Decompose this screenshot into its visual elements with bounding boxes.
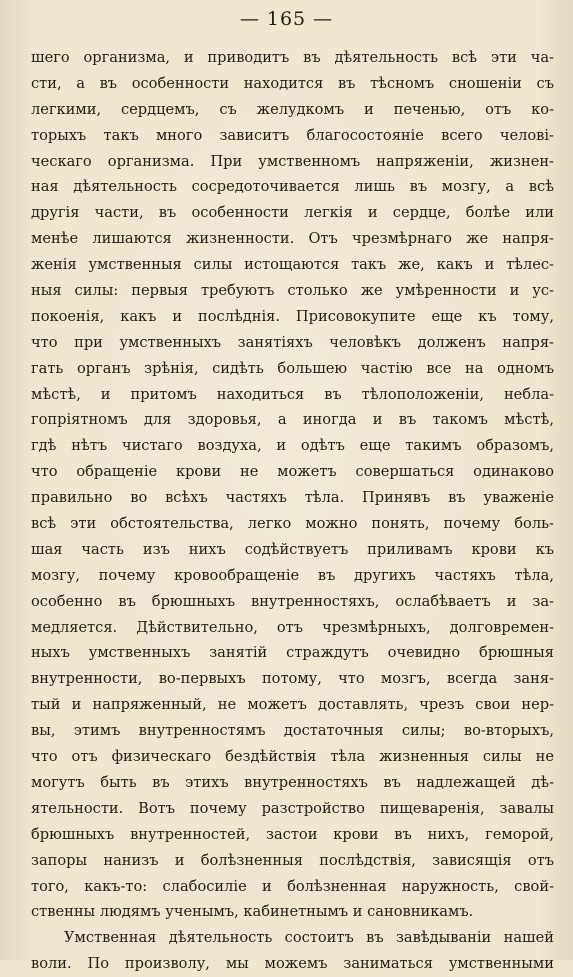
text-line: ныя силы: первыя требуютъ столько же умѣренности и ус- (31, 282, 554, 300)
text-line: что обращеніе крови не можетъ совершаться одинаково (31, 463, 554, 481)
text-line: тый и напряженный, не можетъ доставлять, чрезъ свои нер- (31, 696, 554, 714)
text-line: менѣе лишаются жизненности. Отъ чрезмѣрнаго же напря- (31, 230, 554, 248)
text-line: торыхъ такъ много зависитъ благосостояніе всего челові- (31, 126, 554, 144)
text-line: мѣстѣ, и притомъ находиться въ тѣлоположеніи, небла- (31, 385, 554, 403)
text-line: медляется. Дѣйствительно, отъ чрезмѣрныхъ, долговремен- (31, 618, 554, 636)
text-line: ныхъ умственныхъ занятій страждутъ очевидно брюшныя (31, 644, 554, 662)
text-line: правильно во всѣхъ частяхъ тѣла. Принявъ въ уваженіе (31, 489, 554, 507)
text-line: ятельности. Вотъ почему разстройство пищеваренія, завалы (31, 799, 554, 817)
body-text (31, 45, 554, 977)
text-line: того, какъ-то: слабосиліе и болѣзненная наружность, свой- (31, 877, 554, 895)
text-line: внутренности, во-первыхъ потому, что мозгъ, всегда заня- (31, 670, 554, 688)
text-line: что при умственныхъ занятіяхъ человѣкъ долженъ напря- (31, 333, 554, 351)
text-line: всѣ эти обстоятельства, легко можно понять, почему боль- (31, 515, 554, 533)
text-line: что отъ физическаго бездѣйствія тѣла жизненныя силы не (31, 748, 554, 766)
paragraph-start-line: Умственная дѣятельность состоитъ въ завѣдываніи нашей (64, 929, 554, 947)
text-line: гать органъ зрѣнія, сидѣть большею частію все на одномъ (31, 359, 554, 377)
text-line: могутъ быть въ этихъ внутренностяхъ въ надлежащей дѣ- (31, 773, 554, 791)
text-line: ческаго организма. При умственномъ напряженіи, жизнен- (31, 152, 554, 170)
text-line: другія части, въ особенности легкія и сердце, болѣе или (31, 204, 554, 222)
text-line: ная дѣятельность сосредоточивается лишь въ мозгу, а всѣ (31, 178, 554, 196)
text-line: гопріятномъ для здоровья, а иногда и въ такомъ мѣстѣ, (31, 411, 554, 429)
text-line: вы, этимъ внутренностямъ достаточныя силы; во-вторыхъ, (31, 722, 554, 740)
text-line: воли. По произволу, мы можемъ заниматься умственными (31, 955, 554, 973)
text-line: сти, а въ особенности находится въ тѣсномъ сношеніи съ (31, 74, 554, 92)
text-line: женія умственныя силы истощаются такъ же, какъ и тѣлес- (31, 256, 554, 274)
text-line: мозгу, почему кровообращеніе въ другихъ частяхъ тѣла, (31, 566, 554, 584)
text-line: шая часть изъ нихъ содѣйствуетъ приливамъ крови къ (31, 540, 554, 558)
text-line: гдѣ нѣтъ чистаго воздуха, и одѣтъ еще такимъ образомъ, (31, 437, 554, 455)
text-line: легкими, сердцемъ, съ желудкомъ и печенью, отъ ко- (31, 100, 554, 118)
page-number: — 165 — (239, 8, 334, 30)
text-line: запоры нанизъ и болѣзненныя послѣдствія, зависящія отъ (31, 851, 554, 869)
paragraph-end-line: ственны людямъ ученымъ, кабинетнымъ и сановникамъ. (31, 903, 474, 921)
text-line: брюшныхъ внутренностей, застои крови въ нихъ, геморой, (31, 825, 554, 843)
text-line: шего организма, и приводитъ въ дѣятельность всѣ эти ча- (31, 49, 554, 66)
text-line: особенно въ брюшныхъ внутренностяхъ, ослабѣваетъ и за- (31, 592, 554, 610)
text-line: покоенія, какъ и послѣднія. Присовокупите еще къ тому, (31, 307, 554, 325)
